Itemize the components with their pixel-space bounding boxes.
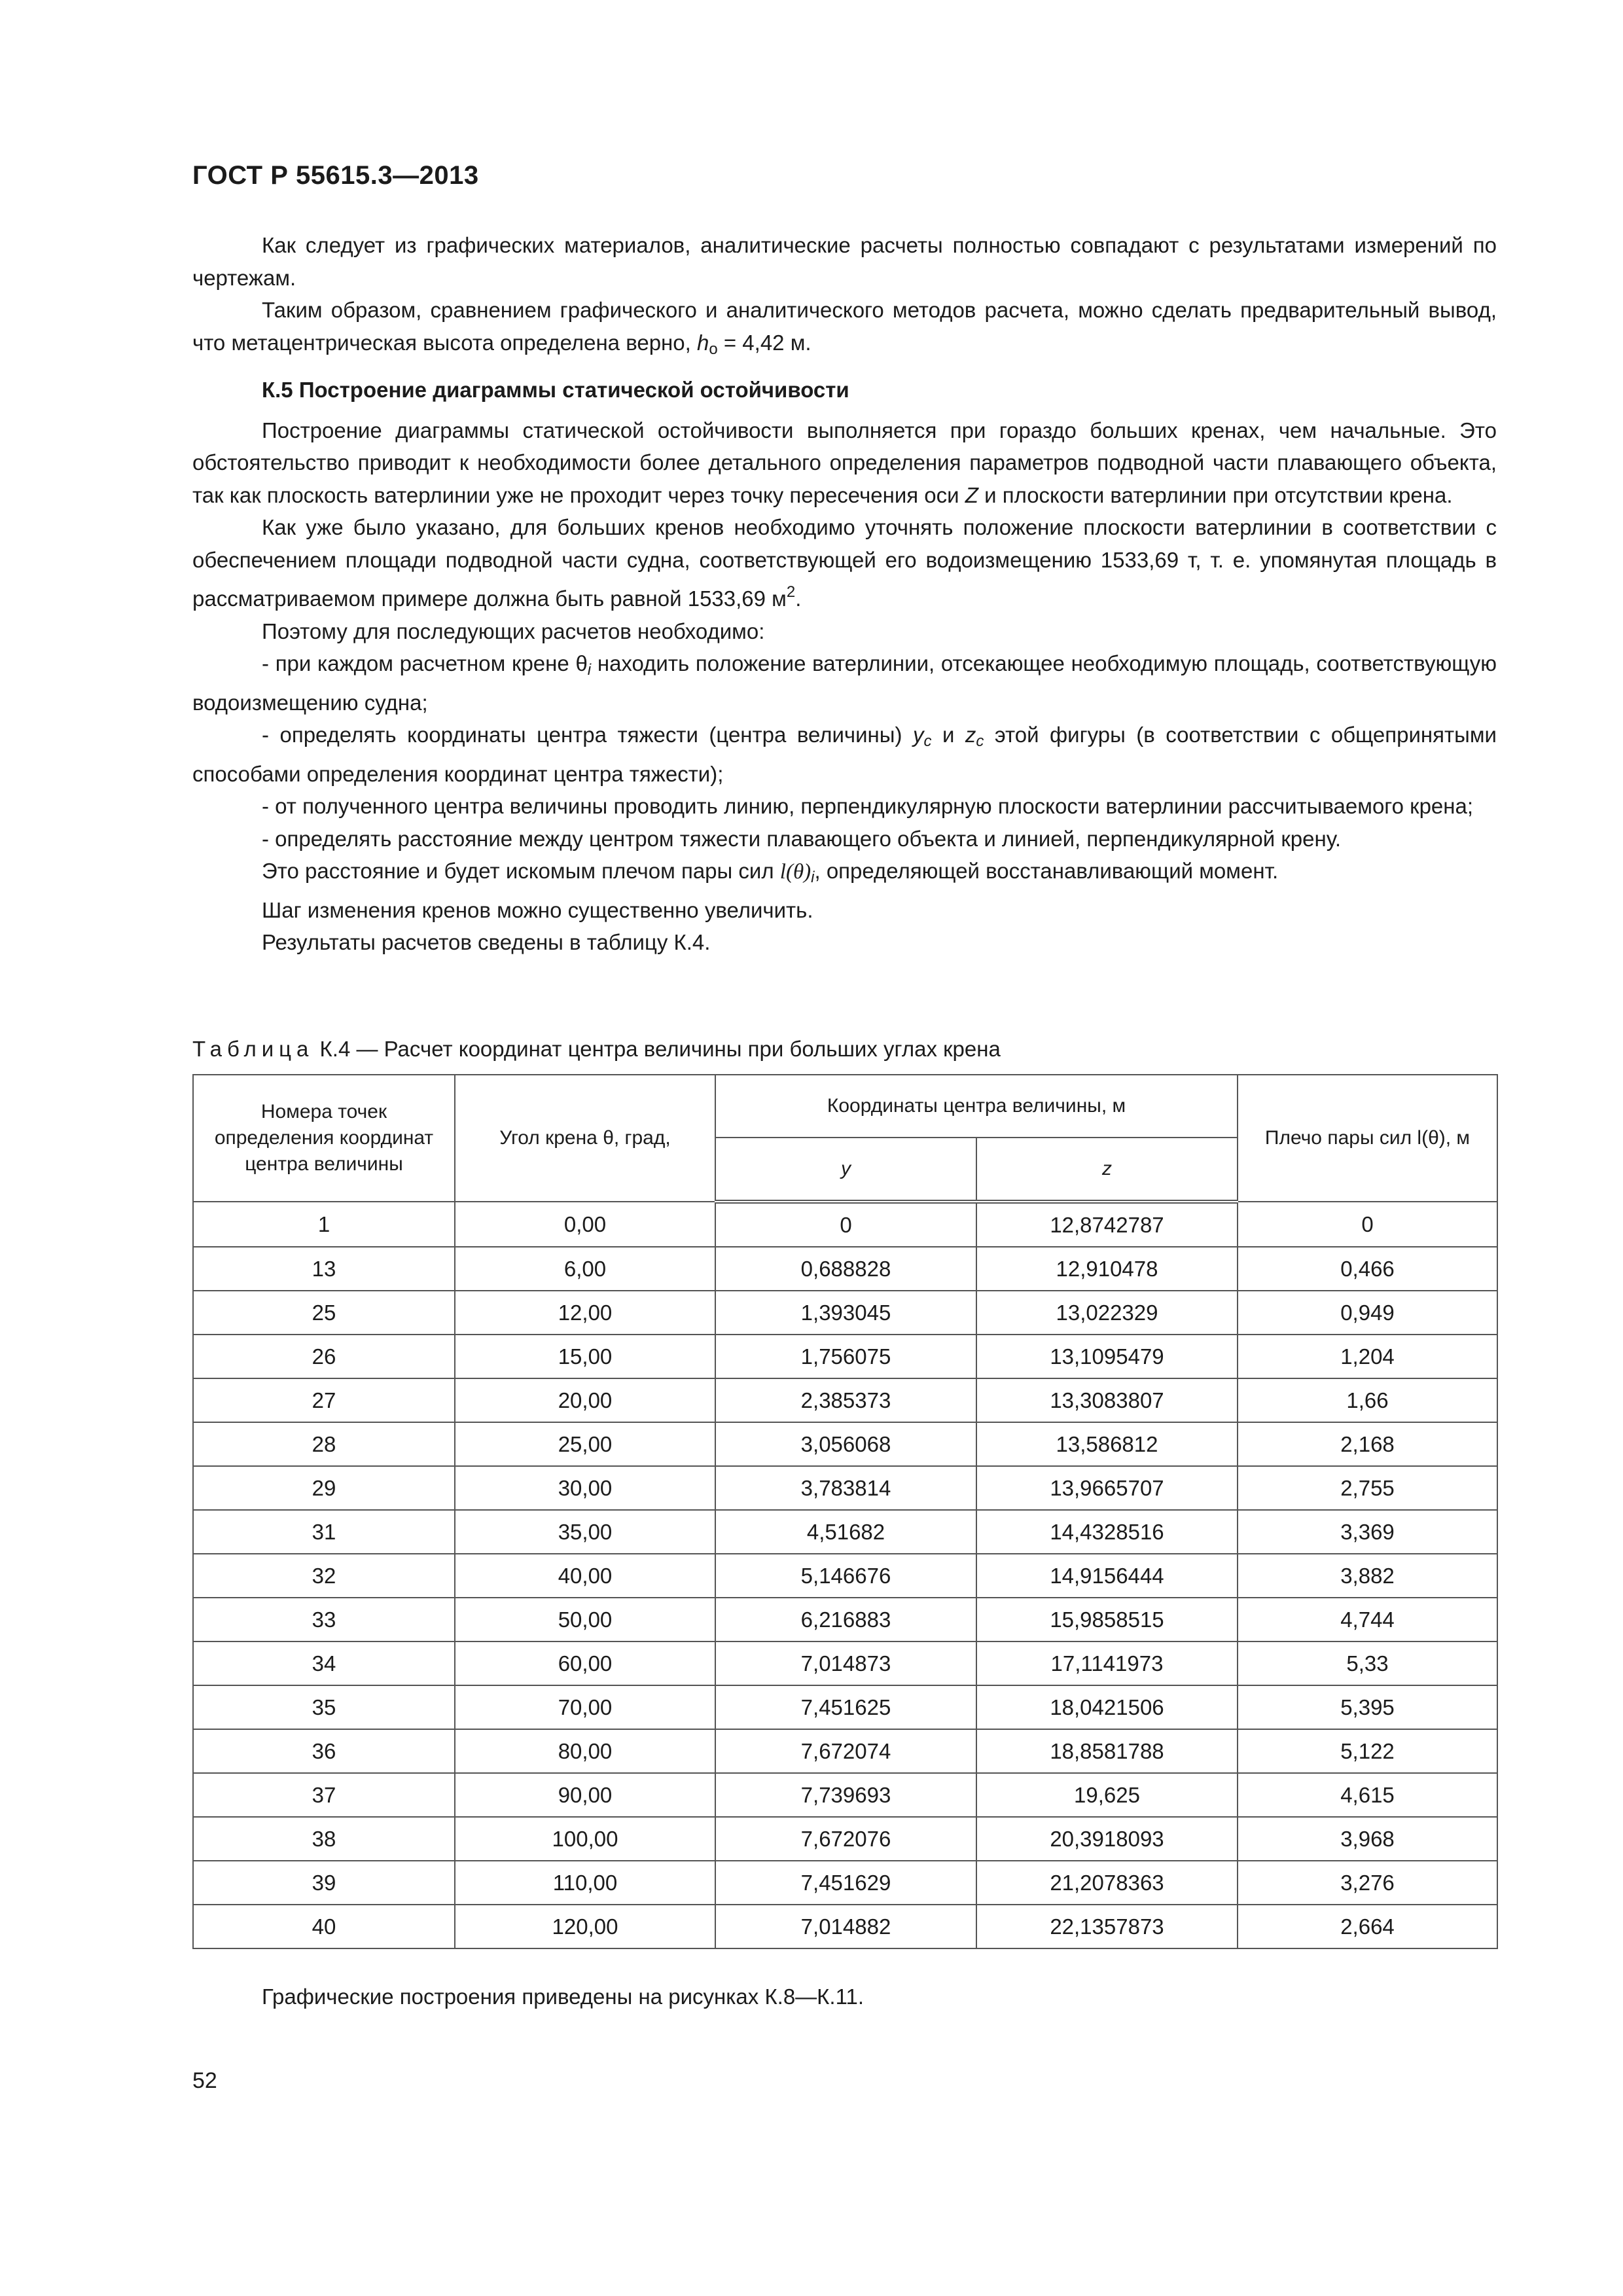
table-cell: 3,882 [1238,1554,1497,1598]
table-cell: 30,00 [455,1466,715,1510]
table-cell: 15,00 [455,1335,715,1378]
table-caption [192,1037,1001,1062]
table-cell: 0,688828 [715,1247,976,1291]
section-p4-subscript: i [811,869,815,886]
table-cell: 110,00 [455,1861,715,1905]
table-cell: 28 [193,1422,455,1466]
table-cell: 7,672076 [715,1817,976,1861]
intro-text [192,229,1497,365]
intro-p2-variable: h [696,330,709,355]
table-cell: 1 [193,1202,455,1247]
section-paragraph-1 [192,414,1497,512]
table-cell: 18,8581788 [976,1729,1238,1773]
document-header: ГОСТ Р 55615.3—2013 [192,161,479,190]
table-cell: 18,0421506 [976,1685,1238,1729]
section-p2-end: . [795,586,802,611]
table-cell: 36 [193,1729,455,1773]
table-row [193,1817,1497,1861]
table-cell: 2,168 [1238,1422,1497,1466]
table-cell: 4,744 [1238,1598,1497,1641]
bullet-4: - определять расстояние между центром тяжести плавающего объекта и линией, перпендикулярной крену. [262,826,1342,851]
table-cell: 32 [193,1554,455,1598]
header-lever-arm: Плечо пары сил l(θ), м [1238,1075,1497,1202]
table-cell: 37 [193,1773,455,1817]
table-cell: 12,910478 [976,1247,1238,1291]
bullet-1 [192,647,1497,719]
table-cell: 15,9858515 [976,1598,1238,1641]
table-row [193,1641,1497,1685]
header-z: z [976,1138,1238,1202]
table-row [193,1466,1497,1510]
table-cell: 7,451625 [715,1685,976,1729]
section-p2-text: Как уже было указано, для больших кренов необходимо уточнять положение плоскости ватерлинии в соответствии с обеспечением площади подводной части судна, соответствующей его водоизмещению 1533,69 т, т. е. упомянутая площадь в рассматриваемом примере должна быть равной 1533,69 м [192,515,1497,611]
table-cell: 13,022329 [976,1291,1238,1335]
table-cell: 5,122 [1238,1729,1497,1773]
bullet-1-theta: θ [575,651,588,675]
header-heel-angle: Угол крена θ, град, [455,1075,715,1202]
intro-p2-value: = 4,42 м. [717,330,812,355]
table-row [193,1905,1497,1948]
intro-paragraph-2 [192,294,1497,365]
table-cell: 12,00 [455,1291,715,1335]
bullet-2-end: этой фигуры (в соответствии с общепринятыми способами определения координат центра тяжести); [192,723,1497,786]
table-cell: 80,00 [455,1729,715,1773]
table-cell: 7,739693 [715,1773,976,1817]
table-cell: 0,949 [1238,1291,1497,1335]
table-cell: 90,00 [455,1773,715,1817]
figures-reference: Графические построения приведены на рисунках К.8—К.11. [262,1984,865,2009]
section-paragraph-2 [192,511,1497,615]
table-cell: 13 [193,1247,455,1291]
table-cell: 2,664 [1238,1905,1497,1948]
section-p1-end: и плоскости ватерлинии при отсутствии крена. [978,482,1453,507]
table-cell: 4,615 [1238,1773,1497,1817]
table-row [193,1422,1497,1466]
table-cell: 34 [193,1641,455,1685]
section-p4-formula: l(θ) [779,860,812,884]
table-row [193,1510,1497,1554]
section-title: К.5 Построение диаграммы статической остойчивости [262,378,849,402]
table-cell: 5,146676 [715,1554,976,1598]
table-cell: 3,276 [1238,1861,1497,1905]
table-cell: 35,00 [455,1510,715,1554]
table-row [193,1729,1497,1773]
table-cell: 2,385373 [715,1378,976,1422]
table-cell: 100,00 [455,1817,715,1861]
table-cell: 6,00 [455,1247,715,1291]
table-cell: 0 [1238,1202,1497,1247]
intro-paragraph-1: Как следует из графических материалов, аналитические расчеты полностью совпадают с результатами измерений по чертежам. [192,233,1497,290]
table-cell: 27 [193,1378,455,1422]
table-cell: 50,00 [455,1598,715,1641]
table-cell: 20,00 [455,1378,715,1422]
page-number: 52 [192,2068,217,2093]
table-row [193,1598,1497,1641]
section-p1-text: Построение диаграммы статической остойчивости выполняется при гораздо больших кренах, чем начальные. Это обстоятельство приводит к необходимости более детального определения параметров подводной части плавающего объекта, так как плоскость ватерлинии уже не проходит через точку пересечения оси [192,418,1497,507]
bullet-2-y-subscript: c [923,732,932,750]
bullet-2-z-subscript: c [976,732,984,750]
table-caption-title: К.4 — Расчет координат центра величины при больших углах крена [313,1037,1001,1061]
bullet-2-y: y [912,723,924,747]
section-paragraph-4 [192,855,1497,894]
table-cell: 1,756075 [715,1335,976,1378]
table-cell: 31 [193,1510,455,1554]
table-cell: 6,216883 [715,1598,976,1641]
table-cell: 20,3918093 [976,1817,1238,1861]
table-cell: 0,466 [1238,1247,1497,1291]
table-cell: 14,9156444 [976,1554,1238,1598]
bullet-1-subscript: i [587,661,592,679]
table-cell: 33 [193,1598,455,1641]
table-cell: 17,1141973 [976,1641,1238,1685]
table-cell: 7,014873 [715,1641,976,1685]
table-cell: 39 [193,1861,455,1905]
table-cell: 25,00 [455,1422,715,1466]
table-cell: 70,00 [455,1685,715,1729]
table-cell: 0 [715,1202,976,1247]
table-cell: 21,2078363 [976,1861,1238,1905]
table-cell: 0,00 [455,1202,715,1247]
intro-p2-subscript: о [709,340,718,358]
table-cell: 22,1357873 [976,1905,1238,1948]
table-row [193,1773,1497,1817]
bullet-2-and: и [931,723,965,747]
table-row [193,1291,1497,1335]
table-cell: 3,783814 [715,1466,976,1510]
section-paragraph-5: Шаг изменения кренов можно существенно увеличить. [262,897,813,922]
table-cell: 2,755 [1238,1466,1497,1510]
table-row [193,1335,1497,1378]
section-paragraph-6: Результаты расчетов сведены в таблицу К.4. [262,930,711,954]
section-p4-text: Это расстояние и будет искомым плечом пары сил [262,859,780,883]
table-cell: 120,00 [455,1905,715,1948]
table-cell: 25 [193,1291,455,1335]
table-row [193,1247,1497,1291]
table-caption-label: Таблица [192,1037,314,1061]
section-p1-variable: Z [965,482,978,507]
table-cell: 40 [193,1905,455,1948]
table-row [193,1685,1497,1729]
table-cell: 26 [193,1335,455,1378]
bullet-2-text: - определять координаты центра тяжести (центра величины) [262,723,913,747]
data-table [192,1074,1498,1949]
table-cell: 3,369 [1238,1510,1497,1554]
table-cell: 35 [193,1685,455,1729]
header-coordinates-group: Координаты центра величины, м [715,1075,1238,1138]
table-body [193,1202,1497,1948]
section-k5 [192,374,1497,959]
table-cell: 1,204 [1238,1335,1497,1378]
header-point-number: Номера точек определения координат центра величины [193,1075,455,1202]
bullet-1-text: - при каждом расчетном крене [262,651,576,675]
bullet-3: - от полученного центра величины проводить линию, перпендикулярную плоскости ватерлинии рассчитываемого крена; [262,794,1474,818]
table-cell: 4,51682 [715,1510,976,1554]
table-cell: 13,1095479 [976,1335,1238,1378]
table-cell: 13,3083807 [976,1378,1238,1422]
table-cell: 5,395 [1238,1685,1497,1729]
bullet-2 [192,719,1497,790]
table-cell: 13,9665707 [976,1466,1238,1510]
bullet-1-end: находить положение ватерлинии, отсекающее необходимую площадь, соответствующую водоизмещению судна; [192,651,1497,715]
table-cell: 3,968 [1238,1817,1497,1861]
table-cell: 13,586812 [976,1422,1238,1466]
table-row [193,1378,1497,1422]
section-paragraph-3: Поэтому для последующих расчетов необходимо: [262,619,765,643]
table-cell: 7,451629 [715,1861,976,1905]
table-cell: 19,625 [976,1773,1238,1817]
table-cell: 60,00 [455,1641,715,1685]
table-cell: 3,056068 [715,1422,976,1466]
table-row [193,1861,1497,1905]
table-cell: 1,393045 [715,1291,976,1335]
header-y: y [715,1138,976,1202]
table-row [193,1202,1497,1247]
bullet-2-z: z [965,723,976,747]
table-cell: 40,00 [455,1554,715,1598]
intro-p2-text: Таким образом, сравнением графического и аналитического методов расчета, можно сделать предварительный вывод, что метацентрическая высота определена верно, [192,298,1497,355]
table-cell: 7,014882 [715,1905,976,1948]
table-cell: 38 [193,1817,455,1861]
section-p2-superscript: 2 [786,583,796,601]
table-cell: 1,66 [1238,1378,1497,1422]
table-cell: 7,672074 [715,1729,976,1773]
section-p4-end: , определяющей восстанавливающий момент. [814,859,1279,883]
table-cell: 29 [193,1466,455,1510]
table-cell: 5,33 [1238,1641,1497,1685]
table-row [193,1554,1497,1598]
table-cell: 14,4328516 [976,1510,1238,1554]
table-cell: 12,8742787 [976,1202,1238,1247]
